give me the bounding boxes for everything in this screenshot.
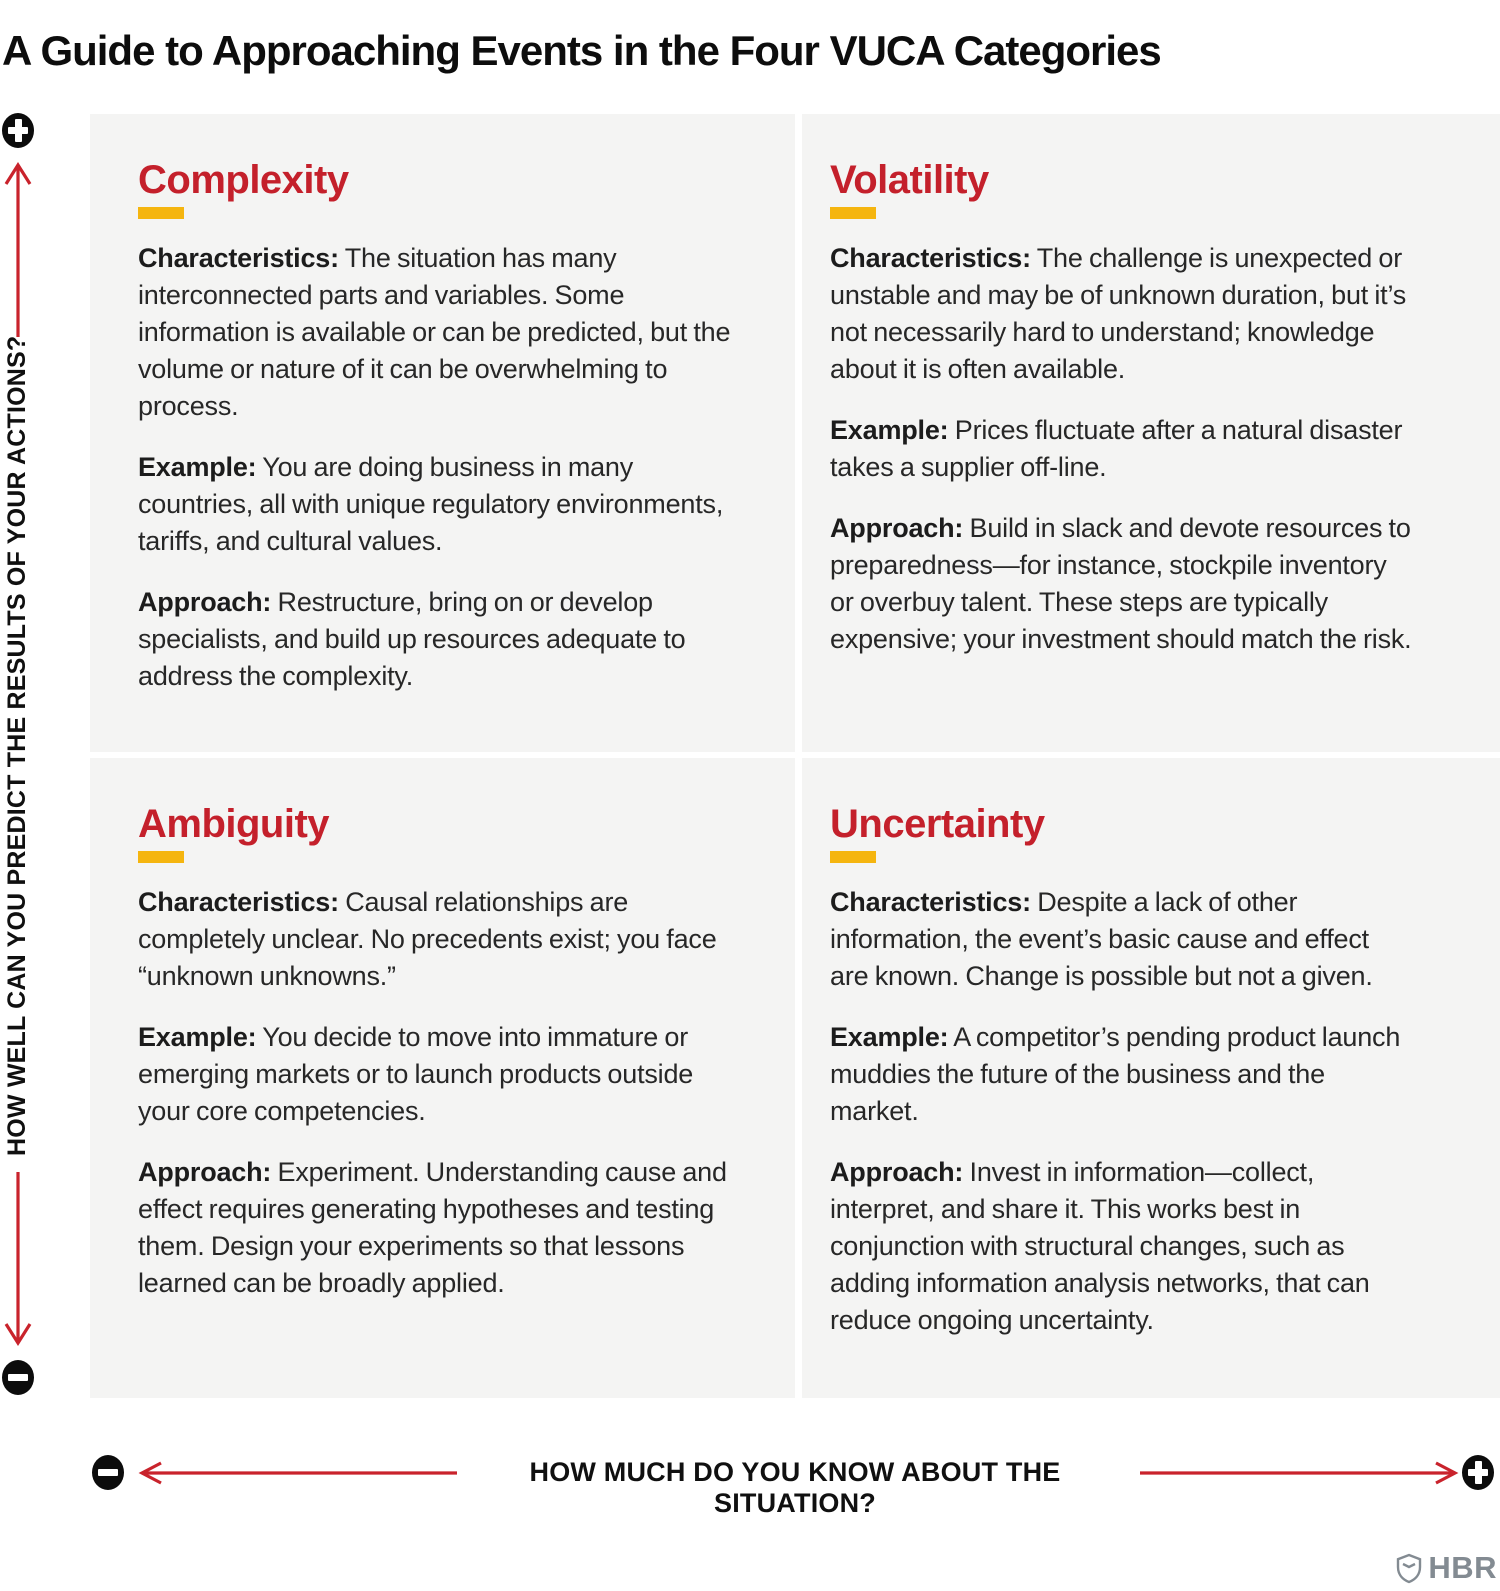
example-paragraph (830, 412, 1412, 486)
plus-icon (2, 113, 34, 148)
section-text: You decide to move into immature or emerging markets or to launch products outside your core competencies. (138, 1022, 694, 1126)
title-underline (138, 207, 184, 219)
x-axis-left-arrow-icon (135, 1460, 457, 1486)
characteristics-paragraph (830, 884, 1412, 995)
section-label: Approach: (830, 513, 964, 543)
section-label: Approach: (138, 1157, 272, 1187)
section-text: Prices fluctuate after a natural disaster takes a supplier off-line. (830, 415, 1403, 482)
approach-paragraph (138, 1154, 733, 1302)
section-text: The challenge is unexpected or unstable and may be of unknown duration, but it’s not necessarily hard to understand; knowledge about it is often available. (830, 243, 1407, 384)
title-underline (138, 851, 184, 863)
section-label: Approach: (138, 587, 272, 617)
y-axis-down-arrow-icon (1, 1172, 35, 1348)
section-text: Causal relationships are completely unclear. No precedents exist; you face “unknown unknowns.” (138, 887, 717, 991)
title-underline (830, 851, 876, 863)
section-text: A competitor’s pending product launch muddies the future of the business and the market. (830, 1022, 1401, 1126)
plus-icon-bar (15, 119, 22, 142)
quadrant-volatility (802, 114, 1500, 752)
example-paragraph (830, 1019, 1412, 1130)
quadrant-title: Complexity (138, 158, 349, 202)
minus-icon (92, 1455, 124, 1490)
section-text: Experiment. Understanding cause and effect requires generating hypotheses and testing them. Design your experiments so that lessons learned can be broadly applied. (138, 1157, 727, 1298)
hbr-logo (1396, 1550, 1497, 1586)
section-text: Invest in information—collect, interpret, and share it. This works best in conjunction with structural changes, such as adding information analysis networks, that can reduce ongoing uncertainty. (830, 1157, 1370, 1335)
section-label: Characteristics: (138, 887, 339, 917)
section-label: Characteristics: (830, 887, 1031, 917)
section-text: Restructure, bring on or develop specialists, and build up resources adequate to address the complexity. (138, 587, 686, 691)
y-axis-label: HOW WELL CAN YOU PREDICT THE RESULTS OF YOUR ACTIONS? (3, 335, 31, 1156)
section-text: The situation has many interconnected parts and variables. Some information is available or can be predicted, but the volume or nature of it can be overwhelming to process. (138, 243, 731, 421)
y-axis-up-arrow-icon (1, 160, 35, 338)
x-axis-right-arrow-icon (1140, 1460, 1462, 1486)
quadrant-title: Ambiguity (138, 802, 330, 846)
section-label: Characteristics: (830, 243, 1031, 273)
example-paragraph (138, 449, 733, 560)
plus-icon-bar (1475, 1461, 1482, 1484)
title-underline (830, 207, 876, 219)
section-label: Example: (138, 452, 257, 482)
characteristics-paragraph (138, 884, 733, 995)
example-paragraph (138, 1019, 733, 1130)
page-title: A Guide to Approaching Events in the Four VUCA Categories (2, 27, 1161, 75)
section-label: Example: (138, 1022, 257, 1052)
characteristics-paragraph (138, 240, 733, 425)
characteristics-paragraph (830, 240, 1412, 388)
quadrant-ambiguity (90, 758, 795, 1398)
section-text: Despite a lack of other information, the event’s basic cause and effect are known. Change is possible but not a given. (830, 887, 1373, 991)
approach-paragraph (138, 584, 733, 695)
section-label: Approach: (830, 1157, 964, 1187)
hbr-shield-icon (1396, 1553, 1422, 1584)
section-text: Build in slack and devote resources to preparedness—for instance, stockpile inventory or overbuy talent. These steps are typically expensive; your investment should match the risk. (830, 513, 1412, 654)
approach-paragraph (830, 1154, 1412, 1339)
minus-icon-bar (98, 1469, 118, 1476)
section-text: You are doing business in many countries, all with unique regulatory environments, tariffs, and cultural values. (138, 452, 724, 556)
quadrant-title: Volatility (830, 158, 989, 202)
section-label: Example: (830, 415, 949, 445)
approach-paragraph (830, 510, 1412, 658)
minus-icon-bar (8, 1374, 28, 1381)
quadrant-uncertainty (802, 758, 1500, 1398)
quadrant-complexity (90, 114, 795, 752)
hbr-logo-text: HBR (1428, 1550, 1497, 1585)
section-label: Example: (830, 1022, 949, 1052)
plus-icon (1462, 1455, 1494, 1490)
x-axis-label: HOW MUCH DO YOU KNOW ABOUT THE SITUATION? (529, 1457, 1061, 1518)
section-label: Characteristics: (138, 243, 339, 273)
quadrant-title: Uncertainty (830, 802, 1045, 846)
minus-icon (2, 1360, 34, 1395)
